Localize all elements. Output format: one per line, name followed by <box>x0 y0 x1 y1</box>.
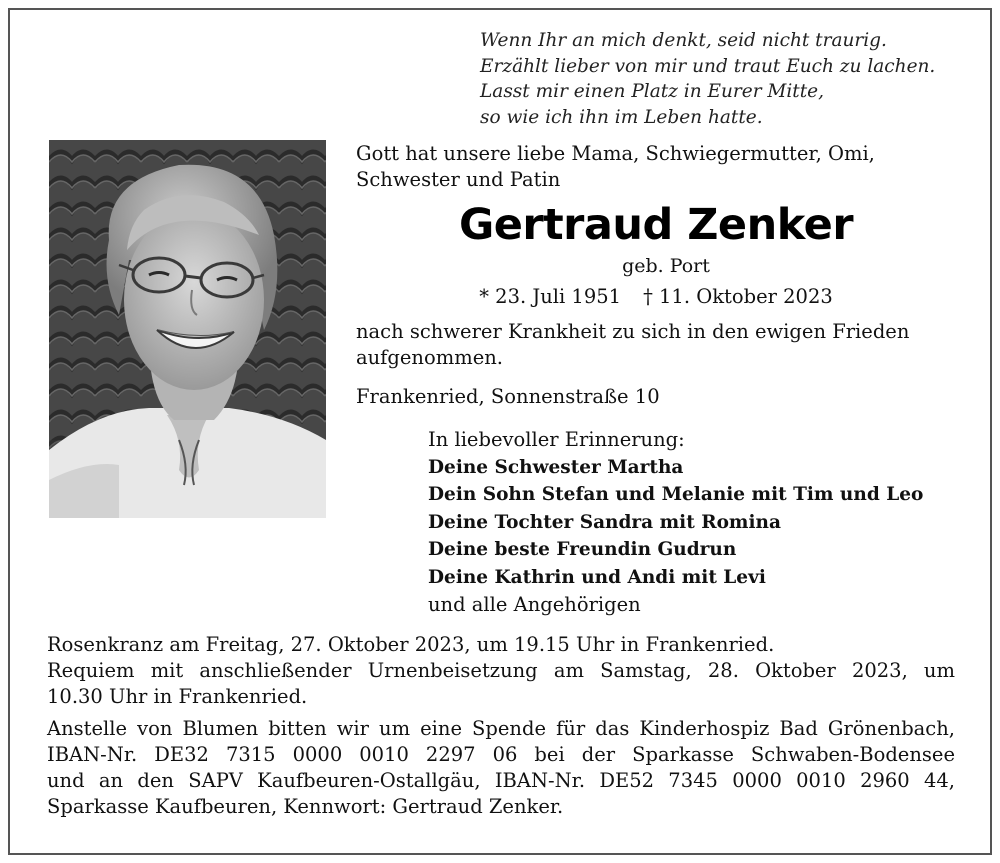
donation-line: und an den SAPV Kaufbeuren-Ostallgäu, IBAN-Nr. DE52 7345 0000 0010 2960 44, <box>47 769 955 792</box>
mourners-closing: und alle Angehörigen <box>428 593 641 616</box>
portrait-photo <box>49 140 326 518</box>
mourner-name: Deine Kathrin und Andi mit Levi <box>428 566 766 588</box>
birth-name: geb. Port <box>622 255 710 277</box>
poem-line: Lasst mir einen Platz in Eurer Mitte, <box>480 81 824 102</box>
statement-line: nach schwerer Krankheit zu sich in den ewigen Frieden <box>356 320 910 343</box>
poem-line: Wenn Ihr an mich denkt, seid nicht traurig. <box>480 30 887 51</box>
mourners-list <box>428 426 988 619</box>
requiem-line: Requiem mit anschließender Urnenbeisetzung am Samstag, 28. Oktober 2023, um <box>47 659 955 682</box>
deceased-name: Gertraud Zenker <box>458 200 854 250</box>
intro-line: Gott hat unsere liebe Mama, Schwiegermutter, Omi, <box>356 142 875 165</box>
donation-line: IBAN-Nr. DE32 7315 0000 0010 2297 06 bei der Sparkasse Schwaben-Bodensee <box>47 743 955 766</box>
donation-line: Anstelle von Blumen bitten wir um eine Spende für das Kinderhospiz Bad Grönenbach, <box>47 717 955 740</box>
poem <box>480 28 980 130</box>
mourner-name: Deine beste Freundin Gudrun <box>428 539 737 560</box>
address: Frankenried, Sonnenstraße 10 <box>356 385 660 408</box>
mourner-name: Deine Schwester Martha <box>428 456 684 478</box>
statement-line: aufgenommen. <box>356 346 504 369</box>
rosary-line: Rosenkranz am Freitag, 27. Oktober 2023, um 19.15 Uhr in Frankenried. <box>47 633 775 656</box>
poem-line: so wie ich ihn im Leben hatte. <box>480 106 763 128</box>
mourners-heading: In liebevoller Erinnerung: <box>428 428 685 451</box>
intro-text <box>356 141 956 193</box>
intro-line: Schwester und Patin <box>356 168 561 191</box>
mourner-name: Deine Tochter Sandra mit Romina <box>428 511 781 533</box>
poem-line: Erzählt lieber von mir und traut Euch zu lachen. <box>480 55 936 77</box>
statement-text <box>356 319 956 371</box>
donation-info <box>47 716 955 820</box>
life-dates <box>356 284 956 310</box>
service-info <box>47 632 955 710</box>
requiem-line: 10.30 Uhr in Frankenried. <box>47 685 308 708</box>
death-date: † 11. Oktober 2023 <box>643 285 833 308</box>
donation-line: Sparkasse Kaufbeuren, Kennwort: Gertraud Zenker. <box>47 795 564 818</box>
mourner-name: Dein Sohn Stefan und Melanie mit Tim und Leo <box>428 484 924 505</box>
birth-date: * 23. Juli 1951 <box>479 285 622 308</box>
